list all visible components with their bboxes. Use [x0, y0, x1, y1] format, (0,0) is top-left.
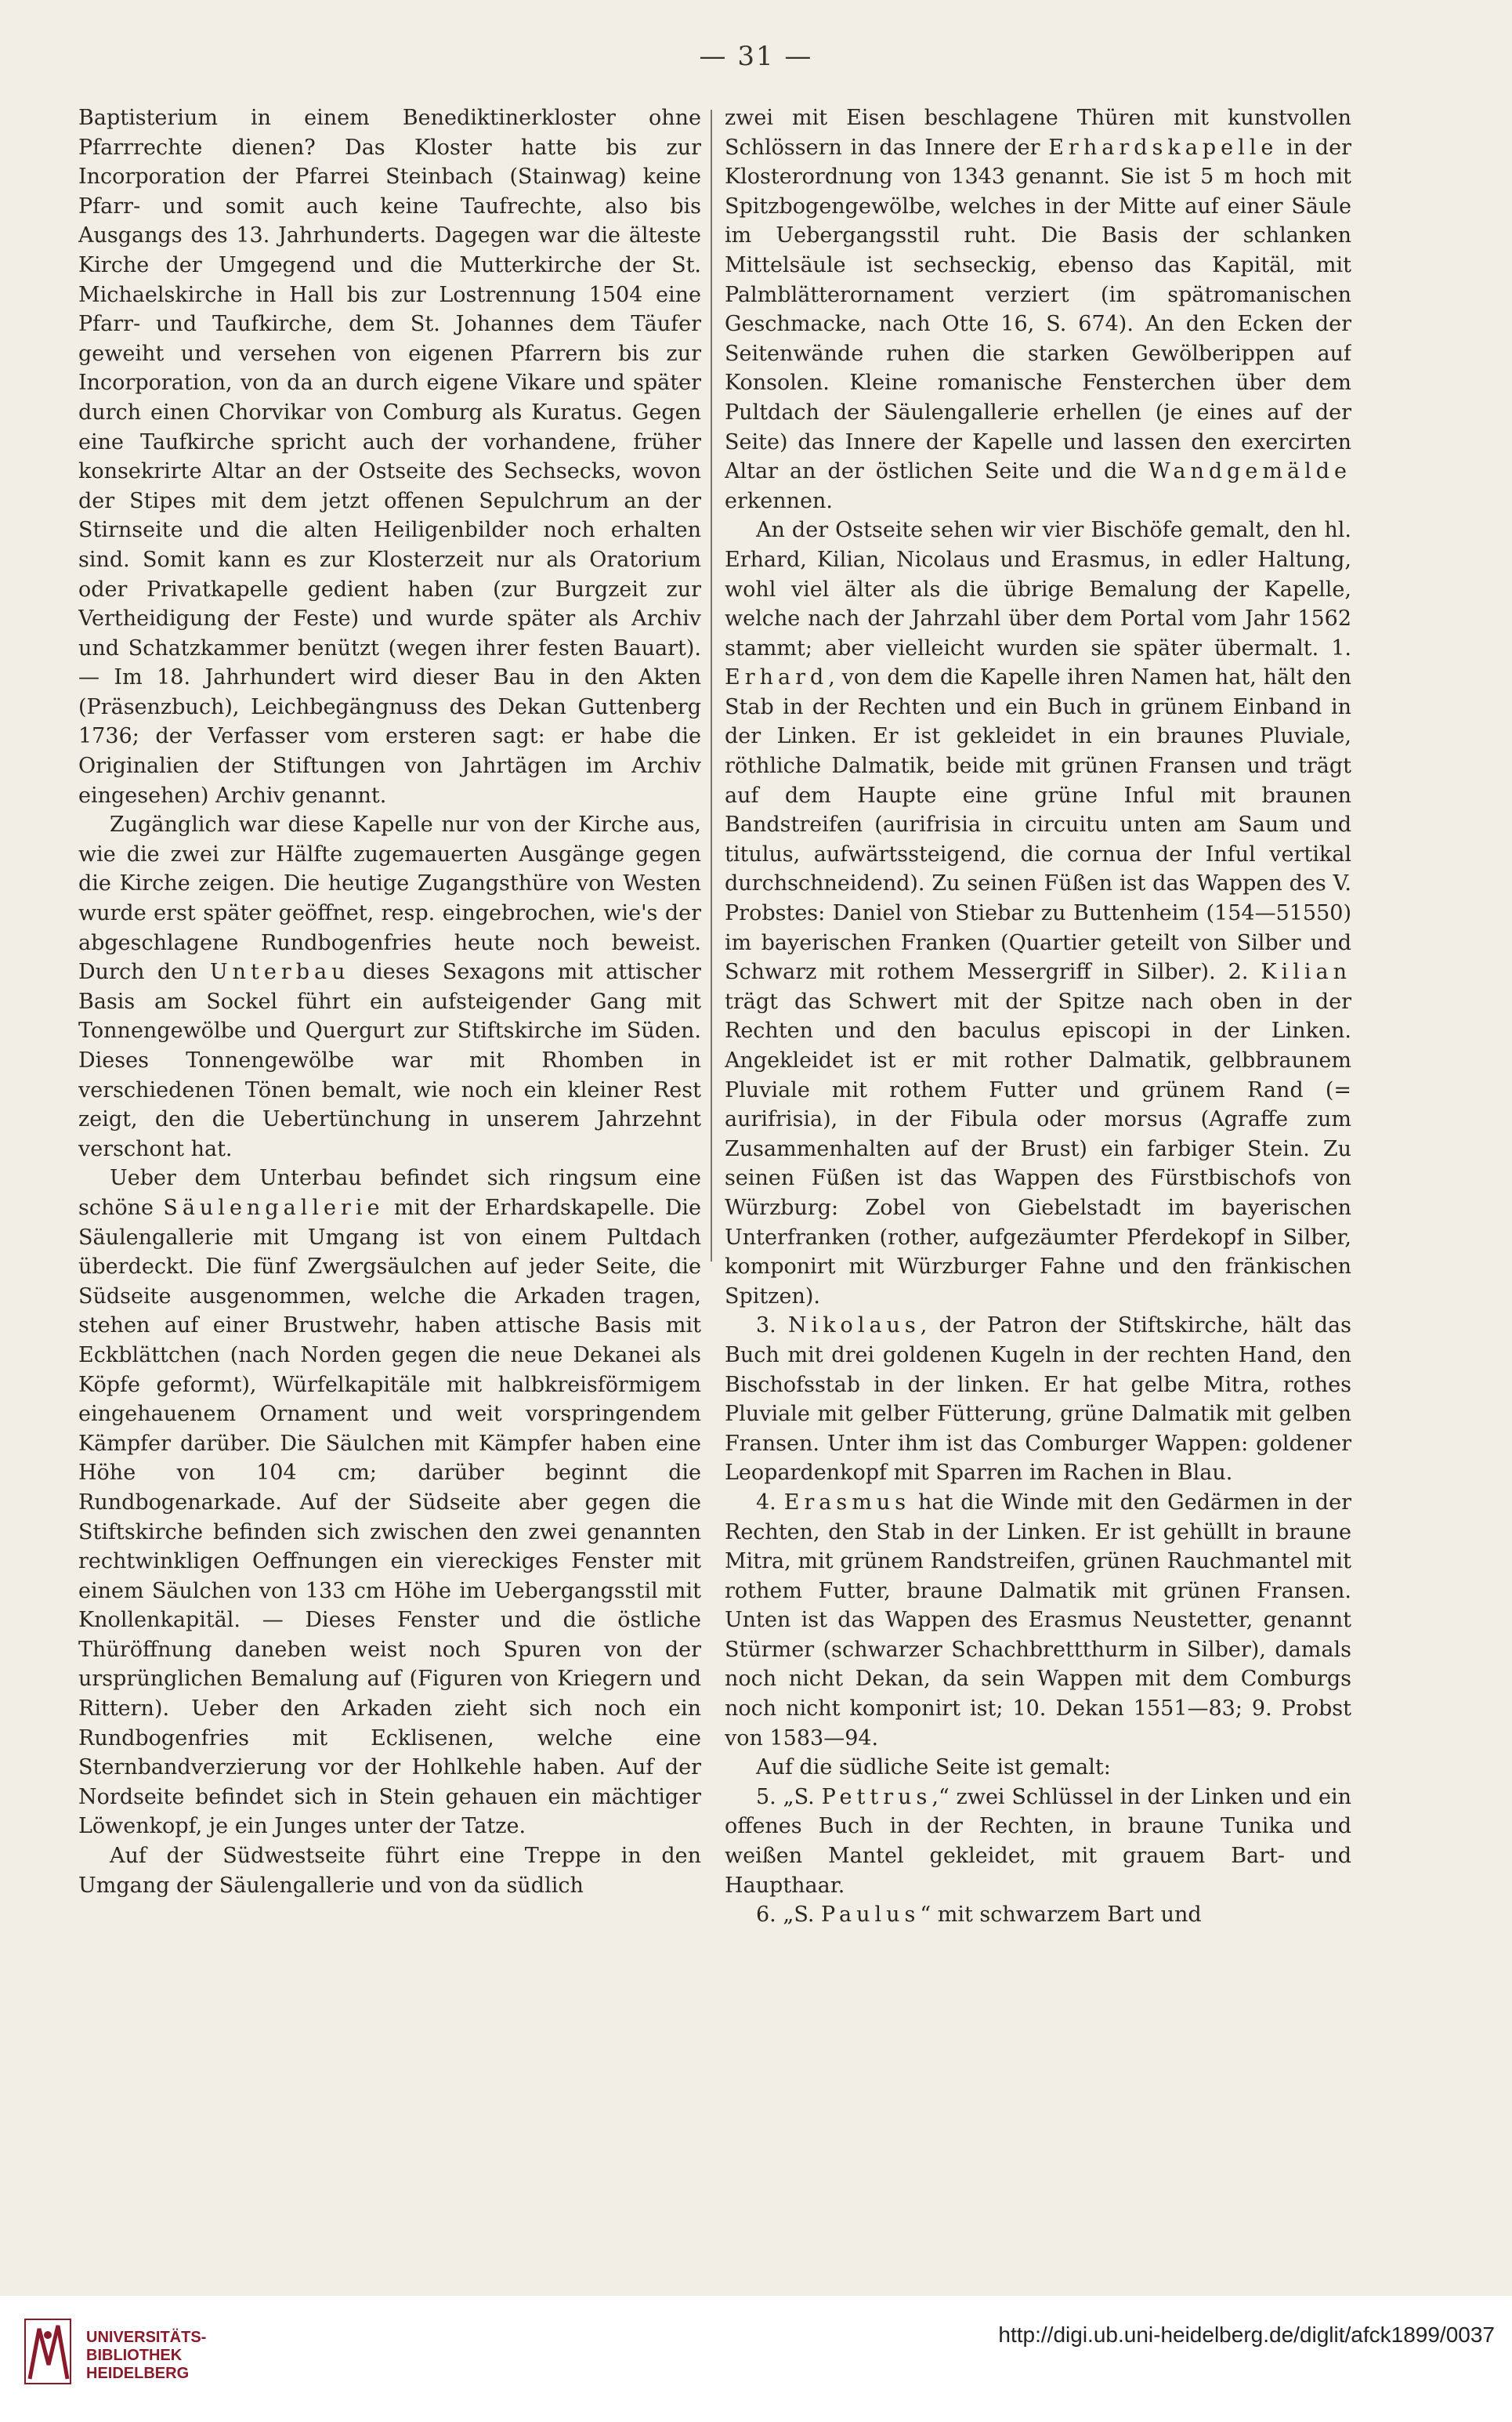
- paragraph-text: An der Ostseite sehen wir vier Bischöfe gemalt, den hl. Erhard, Kilian, Nicolaus und Erasmus, in edler Haltung, wohl viel älter als die übrige Bemalung der Kapelle, welche nach der Jahrzahl über dem Portal vom Jahr 1562 stammt; aber vielleicht wurden sie später übermalt. 1.: [725, 518, 1351, 661]
- spaced-term: Erasmus: [783, 1490, 911, 1515]
- paragraph: [725, 1900, 1351, 1930]
- library-logo-text[interactable]: [86, 2329, 206, 2383]
- spaced-term: Säulengallerie: [163, 1195, 385, 1220]
- spaced-term: Paulus: [821, 1902, 921, 1928]
- paragraph-text: Baptisterium in einem Benediktinerkloster ohne Pfarrrechte dienen? Das Kloster hatte bis zur Incorporation der Pfarrei Steinbach (Stainwag) keine Pfarr- und somit auch keine Taufrechte, also bis Ausgangs des 13. Jahrhunderts. Dagegen war die älteste Kirche der Umgegend und die Mutterkirche der St. Michaelskirche in Hall bis zur Lostrennung 1504 eine Pfarr- und Taufkirche, dem St. Johannes dem Täufer geweiht und versehen von eigenen Pfarrern bis zur Incorporation, von da an durch eigene Vikare und später durch einen Chorvikar von Comburg als Kuratus. Gegen eine Taufkirche spricht auch der vorhandene, früher konsekrirte Altar an der Ostseite des Sechsecks, wovon der Stipes mit dem jetzt offenen Sepulchrum an der Stirnseite und die alten Heiligenbilder noch erhalten sind. Somit kann es zur Klosterzeit nur als Oratorium oder Privatkapelle gedient haben (zur Burgzeit zur Vertheidigung der Feste) und wurde später als Archiv und Schatzkammer benützt (wegen ihrer festen Bauart). — Im 18. Jahrhundert wird dieser Bau in den Akten (Präsenzbuch), Leichbegängnuss des Dekan Guttenberg 1736; der Verfasser vom ersteren sagt: er habe die Originalien der Stiftungen von Jahrtägen im Archiv eingesehen) Archiv genannt.: [78, 106, 701, 808]
- text-column-left: [78, 103, 701, 2078]
- spaced-term: Nikolaus: [787, 1313, 921, 1338]
- text-column-right: [725, 103, 1351, 2078]
- logo-line: BIBLIOTHEK: [86, 2347, 183, 2364]
- paragraph-text: Ueber dem Unterbau befindet sich ringsum eine schöne: [78, 1166, 701, 1220]
- paragraph: [725, 1753, 1351, 1783]
- paragraph-text: zwei mit Eisen beschlagene Thüren mit kunstvollen Schlössern in das Innere der: [725, 106, 1351, 160]
- paragraph-text: trägt das Schwert mit der Spitze nach oben in der Rechten und den baculus episcopi in der Linken. Angekleidet ist er mit rother Dalmatik, gelbbraunem Pluviale mit rothem Futter und grünem Rand (= aurifrisia), in der Fibula oder morsus (Agraffe zum Zusammenhalten auf der Brust) ein farbiger Stein. Zu seinen Füßen ist das Wappen des Fürstbischofs von Würzburg: Zobel von Giebelstadt im bayerischen Unterfranken (rother, aufgezäumter Pferdekopf in Silber, komponirt mit Würzburger Fahne und den fränkischen Spitzen).: [725, 989, 1351, 1309]
- paragraph: [725, 103, 1351, 516]
- paragraph-text: hat die Winde mit den Gedärmen in der Rechten, den Stab in der Linken. Er ist gehüllt in braune Mitra, mit grünem Randstreifen, grünen Rauchmantel mit rothem Futter, braune Dalmatik mit grünen Fransen. Unten ist das Wappen des Erasmus Neustetter, genannt Stürmer (schwarzer Schachbrettthurm in Silber), damals noch nicht Dekan, da sein Wappen mit dem Comburgs noch nicht komponirt ist; 10. Dekan 1551—83; 9. Probst von 1583—94.: [725, 1490, 1351, 1750]
- paragraph: [725, 516, 1351, 1311]
- paragraph: [725, 1783, 1351, 1900]
- paragraph-text: 3.: [756, 1313, 776, 1338]
- spaced-term: Kilian: [1261, 960, 1351, 985]
- paragraph-text: “ mit schwarzem Bart und: [920, 1902, 1202, 1928]
- paragraph: [78, 1841, 701, 1900]
- page-number: — 31 —: [699, 41, 813, 72]
- paragraph-text: ,“ zwei Schlüssel in der Linken und ein offenes Buch in der Rechten, in braune Tunika und weißen Mantel gekleidet, mit grauem Bart- und Haupthaar.: [725, 1784, 1351, 1898]
- paragraph: [725, 1488, 1351, 1753]
- spaced-term: Wandgemälde: [1148, 459, 1351, 484]
- logo-line: HEIDELBERG: [86, 2365, 190, 2382]
- paragraph-text: 6. „S.: [756, 1902, 815, 1928]
- footer-bar: [0, 2296, 1512, 2422]
- spaced-term: Erhardskapelle: [1048, 135, 1279, 160]
- spaced-term: Pettrus: [821, 1784, 932, 1809]
- paragraph-text: mit der Erhardskapelle. Die Säulengallerie mit Umgang ist von einem Pultdach überdeckt. Die fünf Zwergsäulchen auf jeder Seite, die Südseite ausgenommen, welche die Arkaden tragen, stehen auf einer Brustwehr, haben attische Basis mit Eckblättchen (nach Norden gegen die neue Dekanei als Köpfe geformt), Würfelkapitäle mit halbkreisförmigem eingehauenem Ornament und weit vorspringendem Kämpfer darüber. Die Säulchen mit Kämpfer haben eine Höhe von 104 cm; darüber beginnt die Rundbogenarkade. Auf der Südseite aber gegen die Stiftskirche befinden sich zwischen den zwei genannten rechtwinkligen Oeffnungen ein viereckiges Fenster mit einem Säulchen von 133 cm Höhe im Uebergangsstil mit Knollenkapitäl. — Dieses Fenster und die östliche Thüröffnung daneben weist noch Spuren von der ursprünglichen Bemalung auf (Figuren von Kriegern und Rittern). Ueber den Arkaden zieht sich noch ein Rundbogenfries mit Ecklisenen, welche eine Sternbandverzierung vor der Hohlkehle haben. Auf der Nordseite befindet sich in Stein gehauen ein mächtiger Löwenkopf, je ein Junges unter der Tatze.: [78, 1195, 701, 1839]
- spaced-term: Unterbau: [209, 960, 350, 985]
- paragraph-text: Auf die südliche Seite ist gemalt:: [756, 1755, 1111, 1780]
- column-divider: [711, 110, 712, 1262]
- paragraph-text: Auf der Südwestseite führt eine Treppe in den Umgang der Säulengallerie und von da südlich: [78, 1844, 701, 1898]
- paragraph-text: dieses Sexagons mit attischer Basis am Sockel führt ein aufsteigender Gang mit Tonnengewölbe und Quergurt zur Stiftskirche im Süden. Dieses Tonnengewölbe war mit Rhomben in verschiedenen Tönen bemalt, wie noch ein kleiner Rest zeigt, den die Uebertünchung in unserem Jahrzehnt verschont hat.: [78, 960, 701, 1161]
- paragraph-text: , der Patron der Stiftskirche, hält das Buch mit drei goldenen Kugeln in der rechten Hand, den Bischofsstab in der linken. Er hat gelbe Mitra, rothes Pluviale mit gelber Fütterung, grüne Dalmatik mit gelben Fransen. Unter ihm ist das Comburger Wappen: goldener Leopardenkopf mit Sparren im Rachen in Blau.: [725, 1313, 1351, 1486]
- university-library-logo-icon[interactable]: [24, 2318, 72, 2385]
- paragraph-text: Zugänglich war diese Kapelle nur von der Kirche aus, wie die zwei zur Hälfte zugemauerten Ausgänge gegen die Kirche zeigen. Die heutige Zugangsthüre von Westen wurde erst später geöffnet, resp. eingebrochen, wie's der abgeschlagene Rundbogenfries heute noch beweist. Durch den: [78, 813, 701, 985]
- paragraph-text: in der Klosterordnung von 1343 genannt. Sie ist 5 m hoch mit Spitzbogengewölbe, welches in der Mitte auf einer Säule im Uebergangsstil ruht. Die Basis der schlanken Mittelsäule ist sechseckig, ebenso das Kapitäl, mit Palmblätterornament verziert (im spätromanischen Geschmacke, nach Otte 16, S. 674). An den Ecken der Seitenwände ruhen die starken Gewölberippen auf Konsolen. Kleine romanische Fensterchen über dem Pultdach der Säulengallerie erhellen (je eines auf der Seite) das Innere der Kapelle und lassen den exercirten Altar an der östlichen Seite und die: [725, 135, 1351, 484]
- paragraph-text: 4.: [756, 1490, 776, 1515]
- source-url-link[interactable]: http://digi.ub.uni-heidelberg.de/diglit/afck1899/0037: [998, 2322, 1495, 2347]
- spaced-term: Erhard: [725, 665, 829, 690]
- paragraph-text: erkennen.: [725, 488, 833, 513]
- paragraph: [78, 810, 701, 1164]
- paragraph: [725, 1311, 1351, 1488]
- logo-line: UNIVERSITÄTS-: [86, 2329, 207, 2346]
- paragraph-text: 5. „S.: [756, 1784, 815, 1809]
- paragraph: [78, 103, 701, 810]
- paragraph-text: , von dem die Kapelle ihren Namen hat, hält den Stab in der Rechten und ein Buch in grünem Einband in der Linken. Er ist gekleidet in ein braunes Pluviale, röthliche Dalmatik, beide mit grünen Fransen und trägt auf dem Haupte eine grüne Inful mit braunen Bandstreifen (aurifrisia in circuitu unten am Saum und titulus, aufwärtssteigend, die cornua der Inful vertikal durchschneidend). Zu seinen Füßen ist das Wappen des V. Probstes: Daniel von Stiebar zu Buttenheim (154—51550) im bayerischen Franken (Quartier geteilt von Silber und Schwarz mit rothem Messergriff in Silber). 2.: [725, 665, 1351, 985]
- paragraph: [78, 1164, 701, 1841]
